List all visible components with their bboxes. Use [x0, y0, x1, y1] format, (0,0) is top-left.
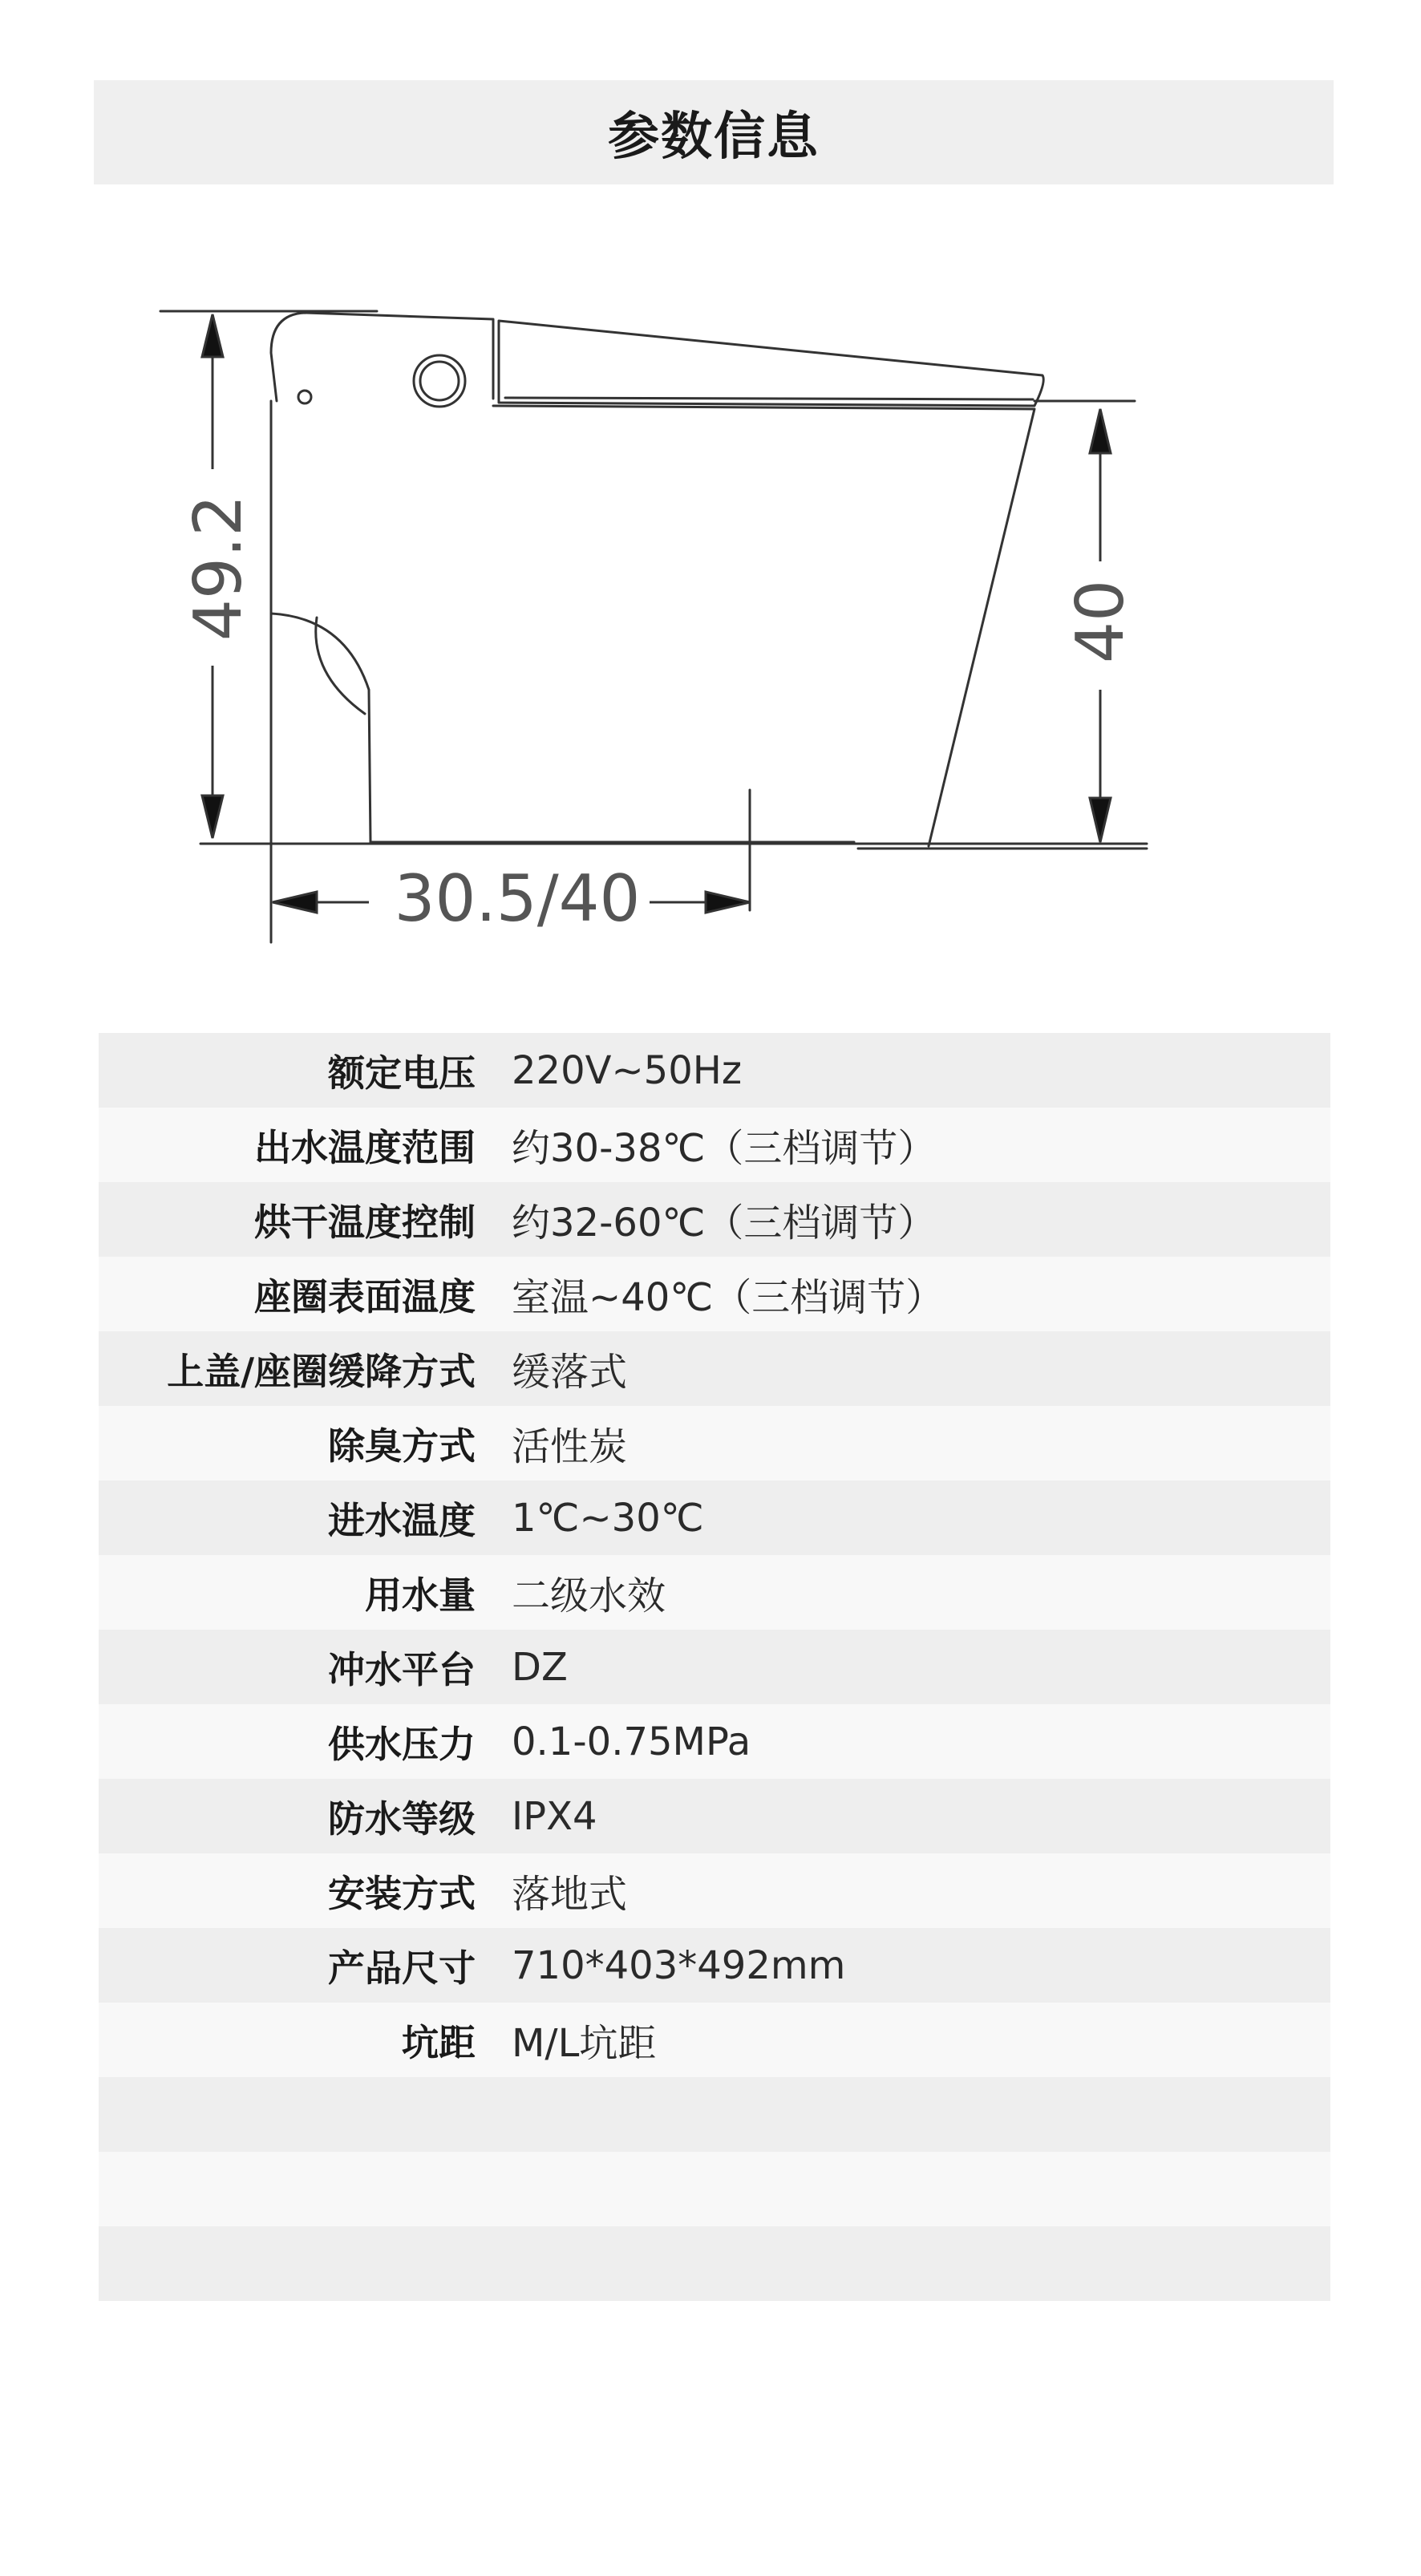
table-row [99, 1480, 1330, 1555]
table-row [99, 2077, 1330, 2152]
table-row [99, 1630, 1330, 1704]
spec-value: 约32-60℃（三档调节） [512, 1201, 937, 1245]
spec-value: 二级水效 [512, 1574, 666, 1618]
toilet-dimension-diagram [0, 241, 1421, 978]
spec-value: DZ [512, 1644, 568, 1690]
spec-label: 烘干温度控制 [254, 1200, 476, 1244]
table-row [99, 2152, 1330, 2226]
height-total-label: 49.2 [180, 494, 257, 642]
spec-label: 产品尺寸 [328, 1946, 476, 1990]
spec-value: 室温~40℃（三档调节） [512, 1275, 945, 1320]
table-row [99, 1257, 1330, 1331]
spec-value: 落地式 [512, 1872, 628, 1917]
spec-label: 进水温度 [328, 1498, 476, 1542]
rough-in-label: 30.5/40 [394, 861, 641, 936]
spec-table [99, 1033, 1330, 2301]
table-row [99, 1928, 1330, 2003]
spec-value: M/L坑距 [512, 2021, 657, 2066]
spec-label: 上盖/座圈缓降方式 [167, 1349, 476, 1393]
spec-value: 1℃~30℃ [512, 1495, 704, 1541]
table-row [99, 1779, 1330, 1853]
table-row [99, 1406, 1330, 1480]
spec-value: 710*403*492mm [512, 1942, 846, 1988]
spec-label: 额定电压 [328, 1051, 476, 1095]
spec-label: 防水等级 [328, 1796, 476, 1841]
table-row [99, 1108, 1330, 1182]
table-row [99, 1033, 1330, 1108]
seat-lid-outline [499, 321, 1043, 406]
title-bar [94, 80, 1334, 184]
table-row [99, 1182, 1330, 1257]
table-row [99, 2003, 1330, 2077]
table-row [99, 1331, 1330, 1406]
table-row [99, 1853, 1330, 1928]
spec-value: 220V~50Hz [512, 1047, 743, 1093]
page-title: 参数信息 [608, 107, 820, 167]
spec-value: 约30-38℃（三档调节） [512, 1126, 937, 1171]
spec-label: 出水温度范围 [254, 1125, 476, 1169]
spec-value: IPX4 [512, 1793, 597, 1839]
spec-label: 安装方式 [328, 1871, 476, 1915]
spec-value: 0.1-0.75MPa [512, 1719, 751, 1764]
spec-label: 除臭方式 [328, 1424, 476, 1468]
control-knob [414, 355, 465, 407]
spec-value: 缓落式 [512, 1350, 628, 1395]
trap-outline [271, 614, 370, 842]
table-row [99, 1704, 1330, 1779]
table-row [99, 1555, 1330, 1630]
table-row [99, 2226, 1330, 2301]
spec-label: 坑距 [402, 2020, 476, 2064]
spec-label: 用水量 [365, 1573, 476, 1617]
spec-label: 供水压力 [328, 1722, 476, 1766]
bowl-front-edge [493, 406, 1034, 846]
spec-label: 座圈表面温度 [254, 1274, 476, 1318]
tank-outline [271, 313, 493, 401]
spec-value: 活性炭 [512, 1424, 628, 1469]
spec-label: 冲水平台 [328, 1647, 476, 1691]
height-seat-label: 40 [1063, 579, 1139, 664]
